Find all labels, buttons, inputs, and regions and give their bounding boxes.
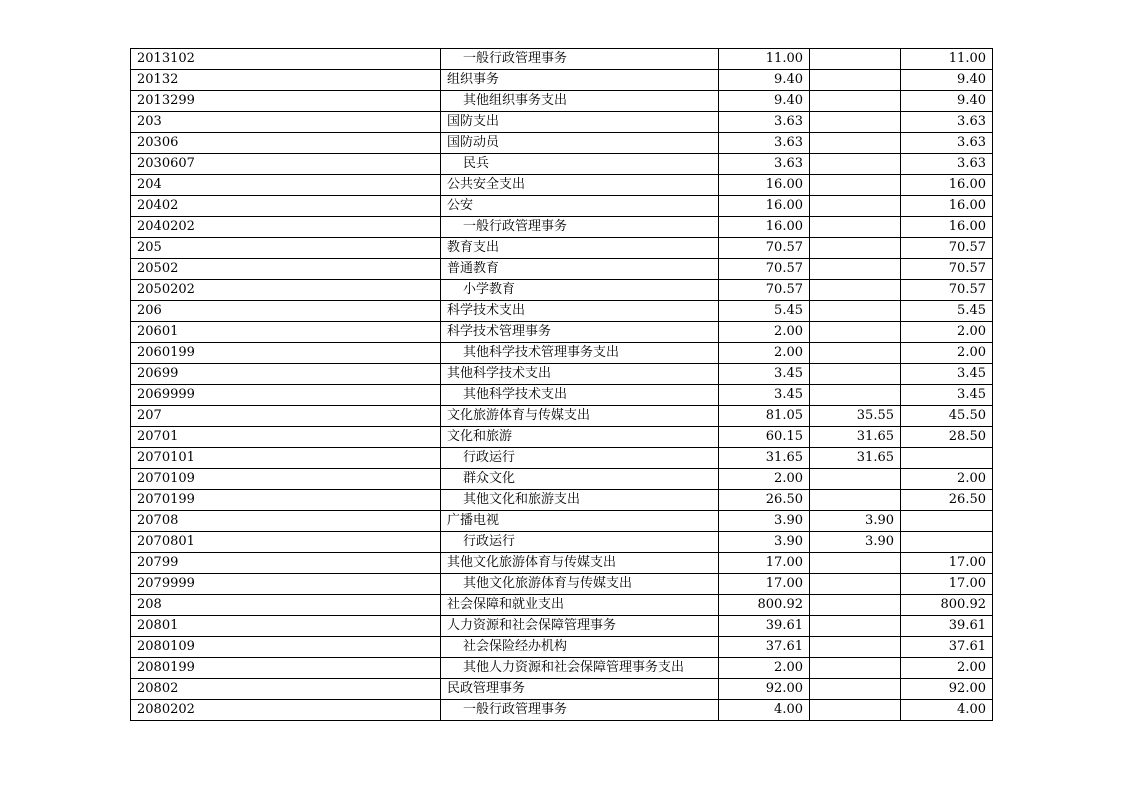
table-row <box>131 595 993 616</box>
cell-name: 组织事务 <box>441 70 719 91</box>
table-row <box>131 259 993 280</box>
cell-name: 公安 <box>441 196 719 217</box>
cell-basic: 35.55 <box>810 406 901 427</box>
cell-code: 204 <box>131 175 441 196</box>
cell-basic: 3.90 <box>810 511 901 532</box>
cell-total: 16.00 <box>719 175 810 196</box>
cell-total: 39.61 <box>719 616 810 637</box>
cell-project: 9.40 <box>901 70 993 91</box>
cell-project: 70.57 <box>901 280 993 301</box>
cell-name: 其他组织事务支出 <box>441 91 719 112</box>
cell-total: 9.40 <box>719 91 810 112</box>
table-row <box>131 553 993 574</box>
table-row <box>131 175 993 196</box>
table-row <box>131 637 993 658</box>
cell-total: 11.00 <box>719 49 810 70</box>
cell-code: 205 <box>131 238 441 259</box>
cell-basic <box>810 700 901 721</box>
table-row <box>131 112 993 133</box>
table-row <box>131 217 993 238</box>
table-row <box>131 574 993 595</box>
table-row <box>131 49 993 70</box>
cell-code: 2060199 <box>131 343 441 364</box>
cell-name: 其他文化旅游体育与传媒支出 <box>441 574 719 595</box>
cell-code: 20802 <box>131 679 441 700</box>
cell-name: 小学教育 <box>441 280 719 301</box>
cell-name: 其他文化旅游体育与传媒支出 <box>441 553 719 574</box>
cell-project: 2.00 <box>901 469 993 490</box>
cell-code: 20601 <box>131 322 441 343</box>
cell-total: 60.15 <box>719 427 810 448</box>
cell-code: 2070109 <box>131 469 441 490</box>
cell-project: 3.63 <box>901 133 993 154</box>
cell-basic <box>810 322 901 343</box>
cell-basic <box>810 385 901 406</box>
table-row <box>131 616 993 637</box>
table-row <box>131 154 993 175</box>
cell-basic <box>810 343 901 364</box>
cell-total: 3.45 <box>719 364 810 385</box>
table-row <box>131 196 993 217</box>
table-row <box>131 280 993 301</box>
cell-basic <box>810 637 901 658</box>
cell-code: 20799 <box>131 553 441 574</box>
cell-name: 科学技术管理事务 <box>441 322 719 343</box>
cell-project: 26.50 <box>901 490 993 511</box>
cell-total: 2.00 <box>719 343 810 364</box>
cell-total: 70.57 <box>719 259 810 280</box>
cell-basic <box>810 259 901 280</box>
cell-project: 2.00 <box>901 658 993 679</box>
cell-code: 2080109 <box>131 637 441 658</box>
cell-name: 行政运行 <box>441 532 719 553</box>
cell-basic <box>810 217 901 238</box>
cell-total: 5.45 <box>719 301 810 322</box>
cell-project <box>901 511 993 532</box>
cell-project: 28.50 <box>901 427 993 448</box>
cell-code: 20701 <box>131 427 441 448</box>
cell-name: 社会保险经办机构 <box>441 637 719 658</box>
cell-name: 其他科学技术管理事务支出 <box>441 343 719 364</box>
cell-name: 一般行政管理事务 <box>441 49 719 70</box>
cell-project: 70.57 <box>901 238 993 259</box>
cell-project: 3.63 <box>901 112 993 133</box>
cell-code: 206 <box>131 301 441 322</box>
table-row <box>131 133 993 154</box>
cell-total: 16.00 <box>719 196 810 217</box>
cell-project <box>901 532 993 553</box>
cell-code: 2040202 <box>131 217 441 238</box>
cell-basic <box>810 616 901 637</box>
cell-total: 3.90 <box>719 532 810 553</box>
table-row <box>131 322 993 343</box>
cell-name: 民政管理事务 <box>441 679 719 700</box>
cell-total: 800.92 <box>719 595 810 616</box>
cell-basic <box>810 301 901 322</box>
cell-project: 4.00 <box>901 700 993 721</box>
cell-total: 17.00 <box>719 574 810 595</box>
expenditure-table <box>130 48 993 721</box>
cell-name: 广播电视 <box>441 511 719 532</box>
cell-project: 17.00 <box>901 574 993 595</box>
cell-project: 800.92 <box>901 595 993 616</box>
table-row <box>131 70 993 91</box>
cell-basic <box>810 490 901 511</box>
cell-name: 社会保障和就业支出 <box>441 595 719 616</box>
table-row <box>131 448 993 469</box>
table-row <box>131 385 993 406</box>
cell-total: 16.00 <box>719 217 810 238</box>
cell-project: 9.40 <box>901 91 993 112</box>
cell-total: 2.00 <box>719 322 810 343</box>
table-row <box>131 406 993 427</box>
cell-total: 9.40 <box>719 70 810 91</box>
cell-basic: 31.65 <box>810 448 901 469</box>
cell-basic <box>810 553 901 574</box>
table-row <box>131 511 993 532</box>
cell-code: 2050202 <box>131 280 441 301</box>
cell-code: 2070101 <box>131 448 441 469</box>
cell-project: 3.63 <box>901 154 993 175</box>
cell-code: 20306 <box>131 133 441 154</box>
cell-total: 4.00 <box>719 700 810 721</box>
table-row <box>131 532 993 553</box>
cell-name: 国防支出 <box>441 112 719 133</box>
cell-code: 2013299 <box>131 91 441 112</box>
cell-code: 20708 <box>131 511 441 532</box>
cell-total: 3.63 <box>719 112 810 133</box>
cell-name: 文化和旅游 <box>441 427 719 448</box>
table-row <box>131 679 993 700</box>
cell-name: 科学技术支出 <box>441 301 719 322</box>
cell-basic <box>810 595 901 616</box>
table-row <box>131 658 993 679</box>
cell-code: 2079999 <box>131 574 441 595</box>
cell-total: 37.61 <box>719 637 810 658</box>
cell-total: 31.65 <box>719 448 810 469</box>
cell-name: 其他科学技术支出 <box>441 364 719 385</box>
cell-basic <box>810 112 901 133</box>
cell-total: 92.00 <box>719 679 810 700</box>
cell-basic <box>810 133 901 154</box>
cell-code: 20502 <box>131 259 441 280</box>
table-body <box>131 49 993 721</box>
cell-basic <box>810 238 901 259</box>
cell-total: 2.00 <box>719 658 810 679</box>
table-row <box>131 301 993 322</box>
cell-name: 一般行政管理事务 <box>441 217 719 238</box>
cell-project: 3.45 <box>901 364 993 385</box>
cell-project: 16.00 <box>901 217 993 238</box>
cell-name: 国防动员 <box>441 133 719 154</box>
cell-project: 92.00 <box>901 679 993 700</box>
table-row <box>131 364 993 385</box>
cell-name: 普通教育 <box>441 259 719 280</box>
cell-basic: 31.65 <box>810 427 901 448</box>
cell-project: 5.45 <box>901 301 993 322</box>
table-row <box>131 238 993 259</box>
cell-project: 45.50 <box>901 406 993 427</box>
cell-code: 20699 <box>131 364 441 385</box>
cell-code: 2030607 <box>131 154 441 175</box>
cell-total: 3.90 <box>719 511 810 532</box>
cell-basic <box>810 658 901 679</box>
table-row <box>131 700 993 721</box>
cell-name: 教育支出 <box>441 238 719 259</box>
cell-project: 39.61 <box>901 616 993 637</box>
cell-total: 3.63 <box>719 154 810 175</box>
cell-code: 203 <box>131 112 441 133</box>
cell-name: 行政运行 <box>441 448 719 469</box>
cell-project: 70.57 <box>901 259 993 280</box>
cell-name: 公共安全支出 <box>441 175 719 196</box>
table-row <box>131 469 993 490</box>
cell-name: 民兵 <box>441 154 719 175</box>
cell-name: 群众文化 <box>441 469 719 490</box>
cell-name: 文化旅游体育与传媒支出 <box>441 406 719 427</box>
cell-name: 其他文化和旅游支出 <box>441 490 719 511</box>
cell-name: 一般行政管理事务 <box>441 700 719 721</box>
cell-project: 17.00 <box>901 553 993 574</box>
cell-project <box>901 448 993 469</box>
cell-total: 70.57 <box>719 280 810 301</box>
cell-project: 16.00 <box>901 196 993 217</box>
cell-project: 2.00 <box>901 343 993 364</box>
cell-basic <box>810 280 901 301</box>
cell-code: 2069999 <box>131 385 441 406</box>
cell-basic <box>810 196 901 217</box>
cell-basic <box>810 70 901 91</box>
cell-total: 3.63 <box>719 133 810 154</box>
table-row <box>131 427 993 448</box>
cell-project: 11.00 <box>901 49 993 70</box>
cell-basic <box>810 469 901 490</box>
cell-project: 2.00 <box>901 322 993 343</box>
cell-project: 16.00 <box>901 175 993 196</box>
cell-basic <box>810 679 901 700</box>
cell-code: 208 <box>131 595 441 616</box>
cell-total: 81.05 <box>719 406 810 427</box>
cell-name: 其他科学技术支出 <box>441 385 719 406</box>
cell-total: 3.45 <box>719 385 810 406</box>
cell-basic <box>810 364 901 385</box>
cell-basic <box>810 154 901 175</box>
cell-basic <box>810 574 901 595</box>
cell-code: 2070801 <box>131 532 441 553</box>
cell-name: 人力资源和社会保障管理事务 <box>441 616 719 637</box>
cell-code: 2013102 <box>131 49 441 70</box>
cell-basic: 3.90 <box>810 532 901 553</box>
cell-code: 2080199 <box>131 658 441 679</box>
table-row <box>131 91 993 112</box>
cell-total: 17.00 <box>719 553 810 574</box>
cell-total: 26.50 <box>719 490 810 511</box>
cell-code: 20402 <box>131 196 441 217</box>
table-row <box>131 343 993 364</box>
budget-table-sheet <box>130 48 993 721</box>
cell-project: 3.45 <box>901 385 993 406</box>
cell-basic <box>810 91 901 112</box>
cell-name: 其他人力资源和社会保障管理事务支出 <box>441 658 719 679</box>
cell-code: 20801 <box>131 616 441 637</box>
cell-project: 37.61 <box>901 637 993 658</box>
cell-code: 2080202 <box>131 700 441 721</box>
cell-total: 70.57 <box>719 238 810 259</box>
cell-total: 2.00 <box>719 469 810 490</box>
cell-code: 20132 <box>131 70 441 91</box>
cell-code: 2070199 <box>131 490 441 511</box>
cell-code: 207 <box>131 406 441 427</box>
cell-basic <box>810 175 901 196</box>
table-row <box>131 490 993 511</box>
cell-basic <box>810 49 901 70</box>
